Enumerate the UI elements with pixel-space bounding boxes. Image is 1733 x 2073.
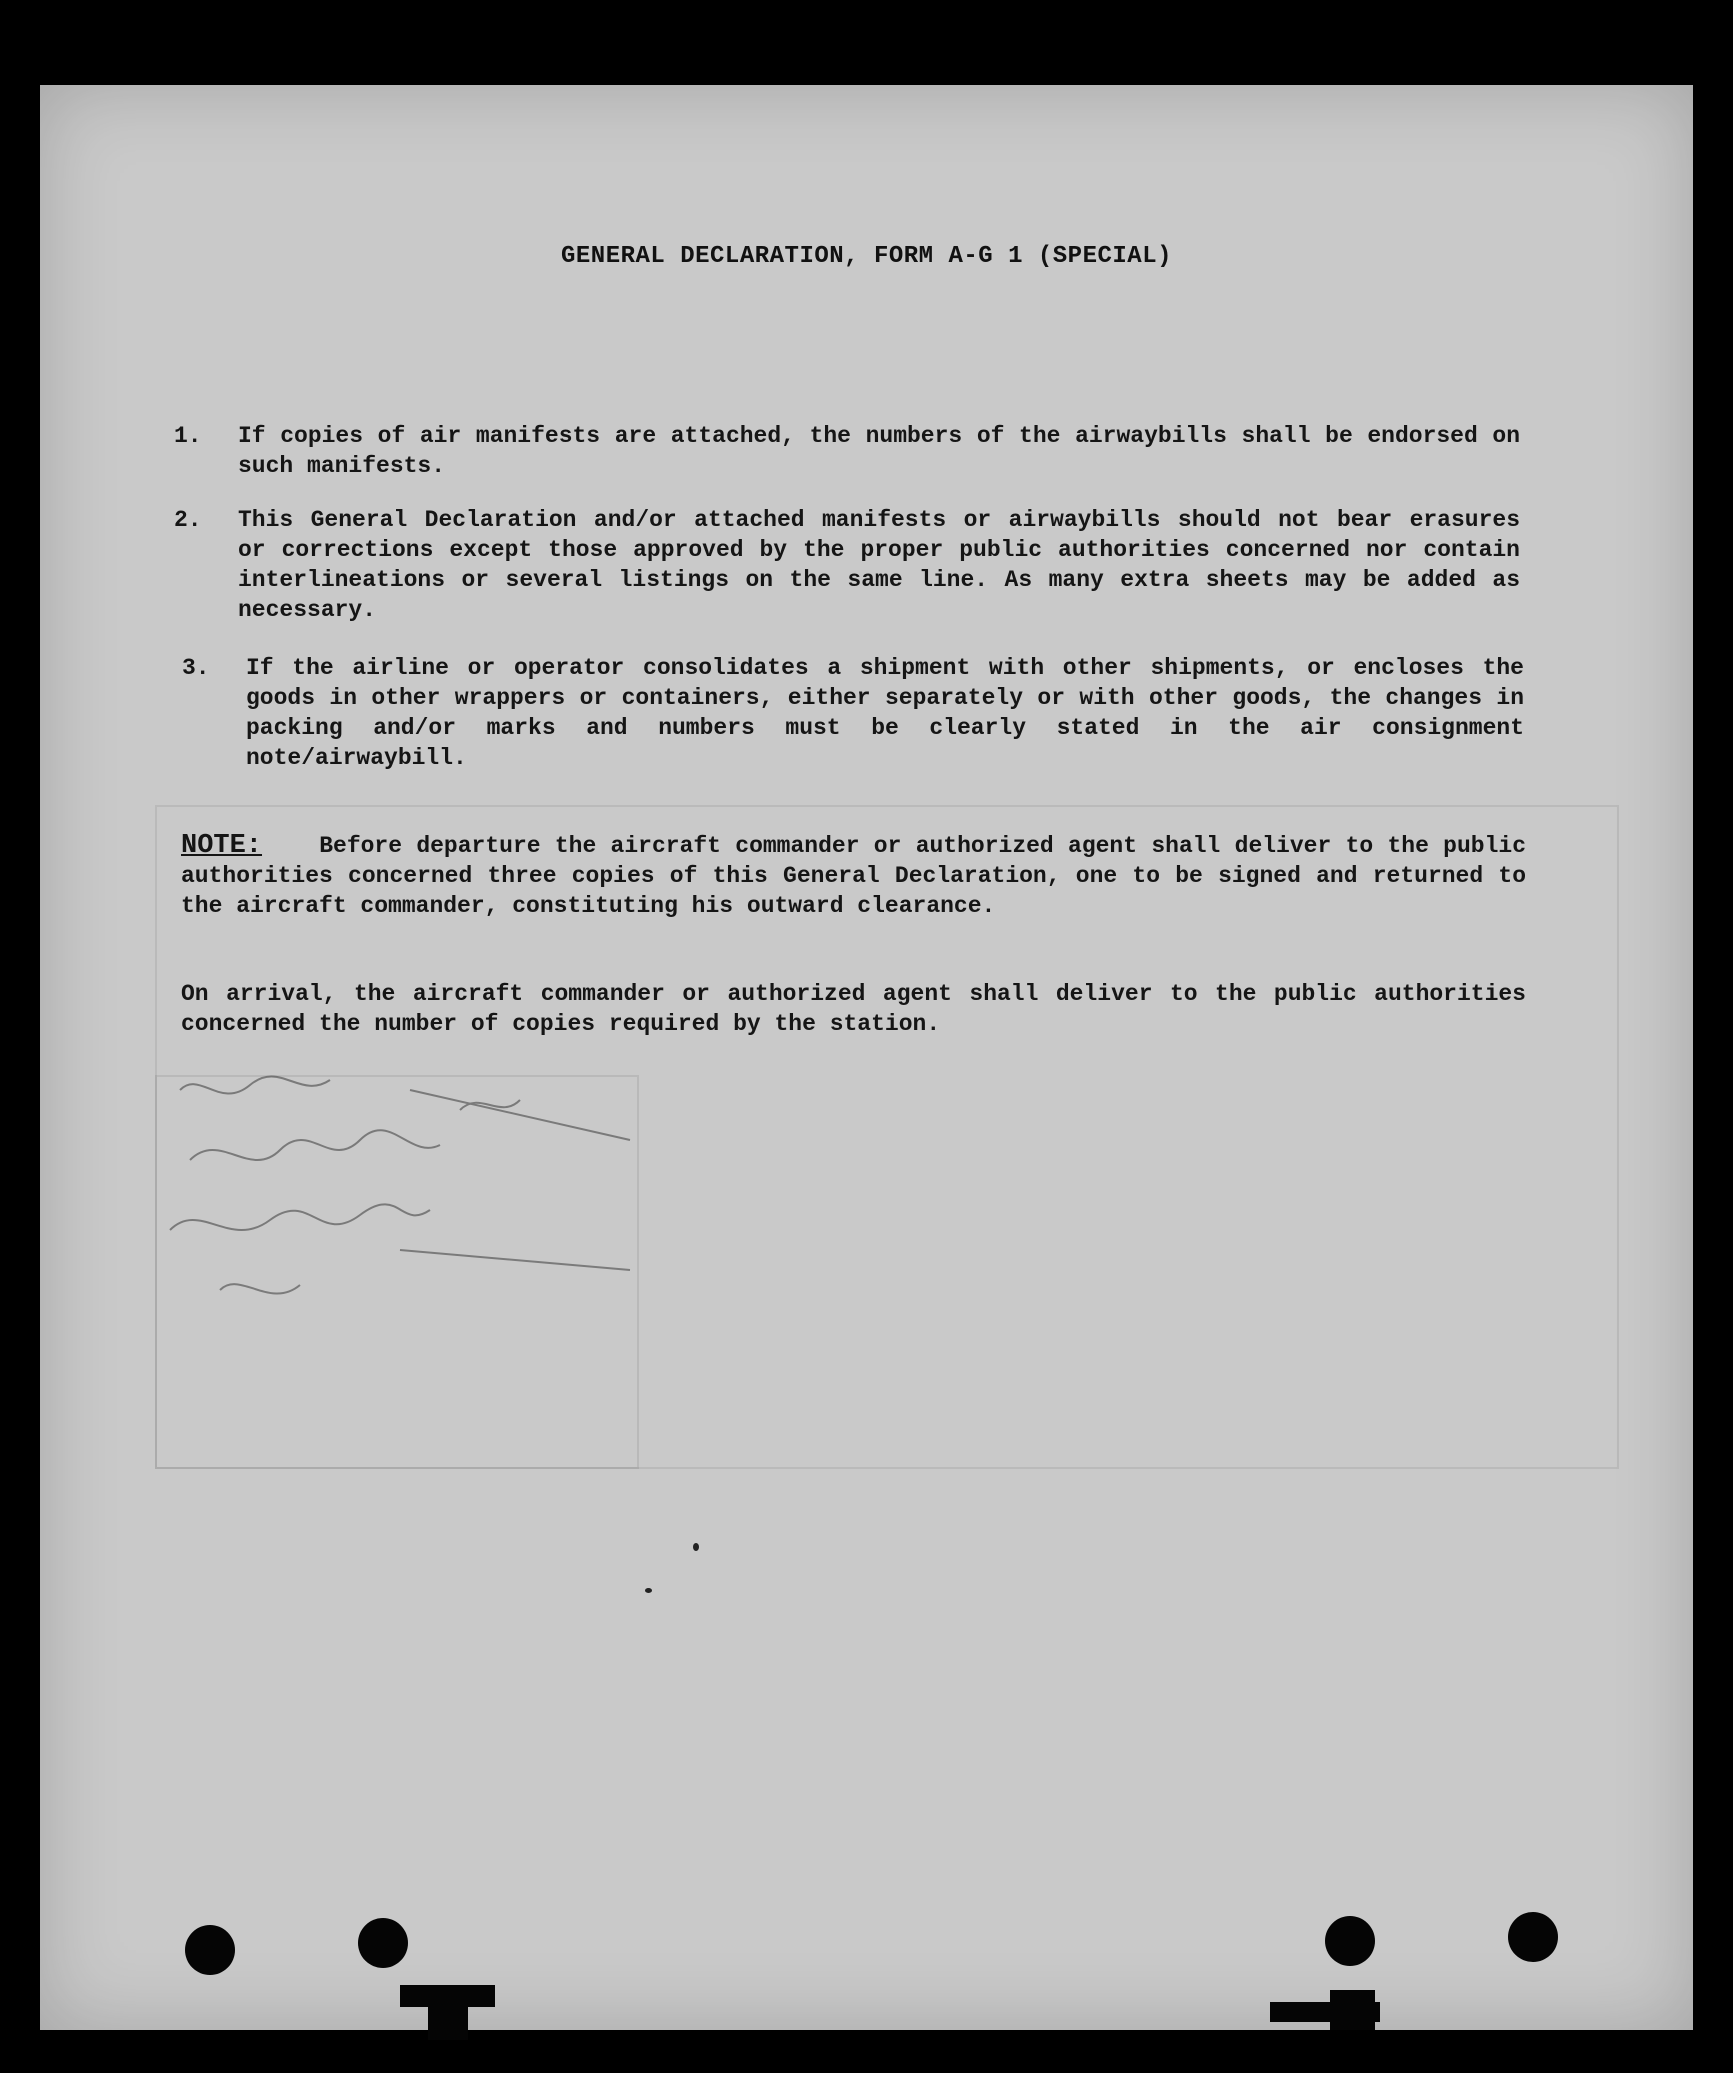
punch-hole bbox=[358, 1918, 408, 1968]
arrival-paragraph: On arrival, the aircraft commander or authorized agent shall deliver to the public authorities concerned the number of copies required by the station. bbox=[181, 981, 1526, 1037]
item-number: 1. bbox=[174, 423, 202, 449]
item-text: If the airline or operator consolidates a shipment with other shipments, or encloses the goods in other wrappers or containers, either separately or with other goods, the changes in packing and/or marks and numbers must be clearly stated in the air consignment note/airwaybill. bbox=[246, 655, 1524, 771]
item-number: 2. bbox=[174, 507, 202, 533]
item-text: This General Declaration and/or attached manifests or airwaybills should not bear erasures or corrections except those approved by the proper public authorities concerned nor contain interlineations or several listings on the same line. As many extra sheets may be added as necessary. bbox=[238, 507, 1520, 623]
item-number: 3. bbox=[182, 655, 210, 681]
instruction-item-3 bbox=[182, 653, 1524, 773]
document-title: GENERAL DECLARATION, FORM A-G 1 (SPECIAL) bbox=[561, 243, 1172, 270]
note-label: NOTE: bbox=[181, 831, 263, 861]
punch-hole bbox=[1325, 1916, 1375, 1966]
instruction-item-1 bbox=[174, 421, 1520, 481]
item-text: If copies of air manifests are attached, the numbers of the airwaybills shall be endorsed on such manifests. bbox=[238, 423, 1520, 479]
fastener-mark bbox=[1330, 1990, 1375, 2030]
note-text: Before departure the aircraft commander or authorized agent shall deliver to the public authorities concerned three copies of this General Declaration, one to be signed and returned to the aircraft commander, constituting his outward clearance. bbox=[181, 833, 1526, 919]
fastener-mark bbox=[428, 2000, 468, 2040]
handwritten-scribble bbox=[160, 1030, 640, 1360]
punch-hole bbox=[1508, 1912, 1558, 1962]
instruction-item-2 bbox=[174, 505, 1520, 625]
note-paragraph bbox=[181, 831, 1526, 921]
punch-hole bbox=[185, 1925, 235, 1975]
dust-speck bbox=[645, 1588, 652, 1593]
dust-speck bbox=[693, 1543, 699, 1551]
